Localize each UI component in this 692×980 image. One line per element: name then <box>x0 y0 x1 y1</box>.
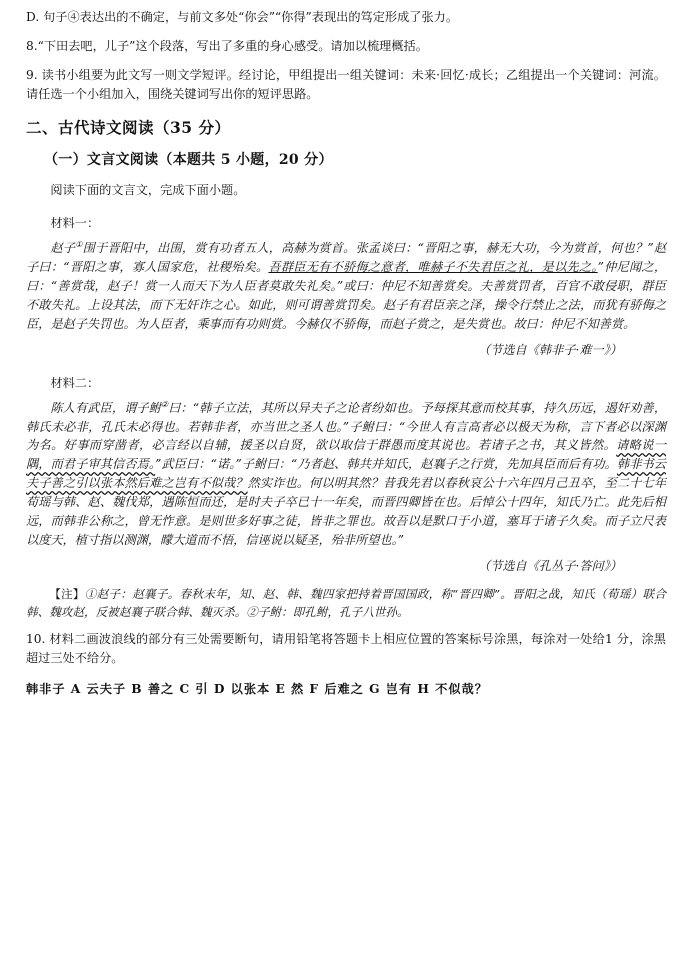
material-one-source: （节选自《韩非子·难一》） <box>477 342 622 357</box>
question-10: 10. 材料二画波浪线的部分有三处需要断句，请用铅笔将答题卡上相应位置的答案标号涂黑，每涂对一处给1 分，涂黑超过三处不给分。 <box>26 631 666 665</box>
note-label: 【注】 <box>49 586 85 601</box>
note-block <box>26 586 666 622</box>
material-one-label: 材料一： <box>50 216 100 231</box>
material-two-text: 陈人有武臣，谓子鲋②曰：“韩子立法，其所以异夫子之论者纷如也。予每探其意而校其事，持久历远，遏奸劝善，韩氏未必非，孔氏未必得也。若韩非者，亦当世之圣人也。”子鲋曰：“今世人有言高者必以极天为称，言下者必以深渊为名。好事而穿凿者，必言经以自辅，援圣以自贤，欲以取信于群愚而度其说也。若诸子之书，其义皆然。请略说一隅，而君子审其信否焉。”武臣曰：“诺。”子鲋曰：“乃者赵、韩共并知氏，赵襄子之行赏，先加具臣而后有功。韩非书云夫子善之引以张本然后难之岂有不似哉？然实诈也。何以明其然？昔我先君以春秋哀公十六年四月己丑卒，至二十七年荀瑶与韩、赵、魏伐郑，遇陈恒而还，是时夫子卒已十一年矣，而晋四卿皆在也。后悼公十四年，知氏乃亡。此先后相远，而韩非公称之，曾无怍意。是则世多好事之徒，皆非之罪也。故吾以是默口于小道，塞耳于诸子久矣。而子立尺表以度天，植寸指以测渊，矇大道而不悟，信诬说以疑圣，殆非所望也。” <box>26 399 667 547</box>
subsection-title: （一）文言文阅读（本题共 5 小题，20 分） <box>44 151 333 168</box>
material-one-text: 赵子①围于晋阳中，出围，赏有功者五人，高赫为赏首。张孟谈曰：“晋阳之事，赫无大功，今为赏首，何也？”赵子曰：“晋阳之事，寡人国家危，社稷殆矣。吾群臣无有不骄侮之意者，唯赫子不失君臣之礼，是以先之。”仲尼闻之，曰：“善赏哉，赵子！赏一人而天下为人臣者莫敢失礼矣。”或曰：仲尼不知善赏矣。夫善赏罚者，百官不敢侵职，群臣不敢失礼。上设其法，而下无奸诈之心。如此，则可谓善赏罚矣。赵子有君臣亲之泽，操令行禁止之法，而犹有骄侮之臣，是赵子失罚也。为人臣者，乘事而有功则赏。今赫仅不骄侮，而赵子赏之，是失赏也。故曰：仲尼不知善赏。 <box>26 240 667 331</box>
material-two-label: 材料二： <box>50 375 100 390</box>
instruction: 阅读下面的文言文，完成下面小题。 <box>50 183 246 198</box>
section-title: 二、古代诗文阅读（35 分） <box>26 117 231 137</box>
question-9: 9. 读书小组要为此文写一则文学短评。经讨论，甲组提出一组关键词：未来·回忆·成长；乙组提出一个关键词：河流。请任选一个小组加入，围绕关键词写出你的短评思路。 <box>26 67 666 101</box>
question-8: 8.“下田去吧，儿子”这个段落，写出了多重的身心感受。请加以梳理概括。 <box>26 38 428 53</box>
note-text: ①赵子：赵襄子。春秋末年，知、赵、韩、魏四家把持着晋国国政，称“晋四卿”。晋阳之战，知氏（荀瑶）联合韩、魏攻赵，反被赵襄子联合韩、魏灭杀。②子鲋：即孔鲋，孔子八世孙。 <box>26 586 666 619</box>
option-d: D. 句子④表达出的不确定，与前文多处“你会”“你得”表现出的笃定形成了张力。 <box>26 10 459 24</box>
material-two-source: （节选自《孔丛子·答问》） <box>477 558 622 573</box>
question-10-sentence: 韩非子 A 云夫子 B 善之 C 引 D 以张本 E 然 F 后难之 G 岂有 H 不似哉？ <box>26 681 488 696</box>
